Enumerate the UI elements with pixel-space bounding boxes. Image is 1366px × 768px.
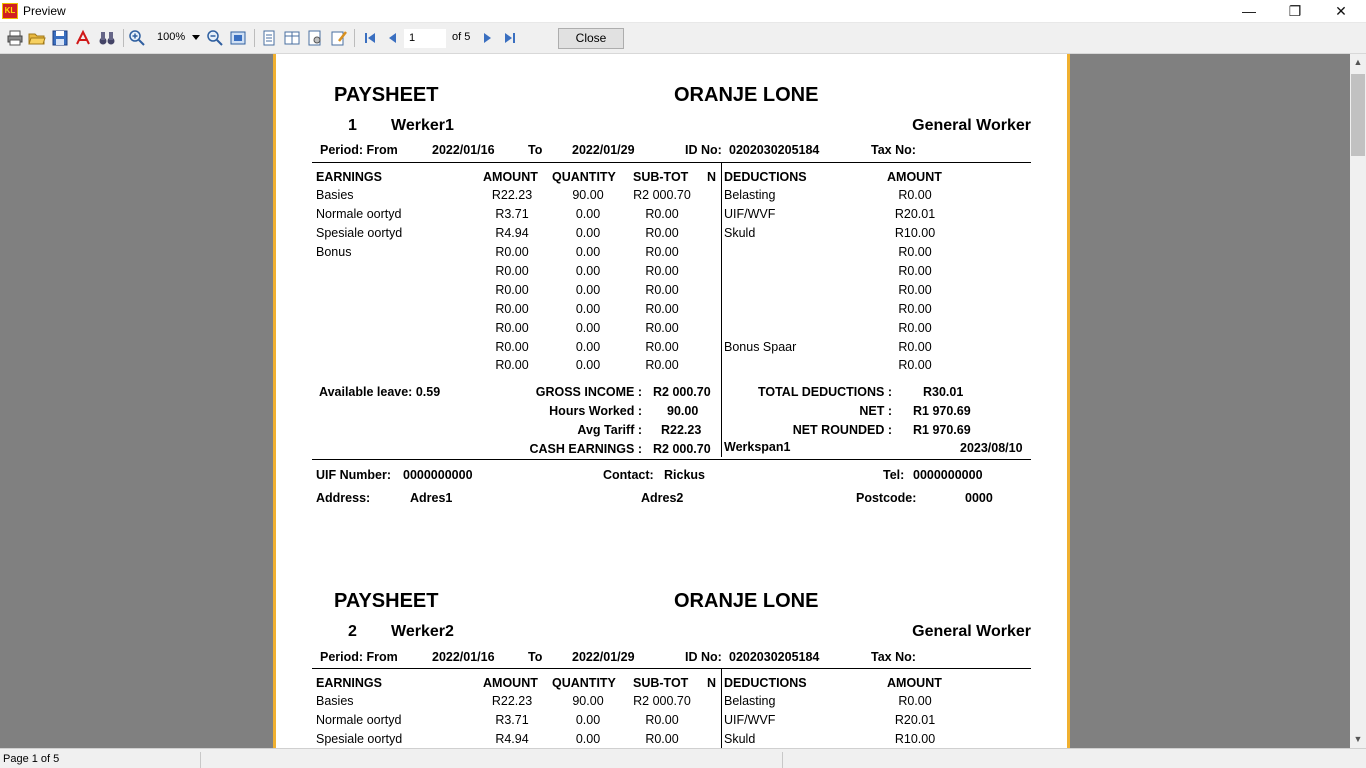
contact-name: Rickus [664, 468, 705, 482]
earning-subtotal: R0.00 [645, 713, 679, 727]
deduction-name: UIF/WVF [724, 713, 776, 727]
paysheet-title: PAYSHEET [334, 590, 439, 612]
zoom-select[interactable] [152, 29, 202, 48]
earning-amount: R0.00 [495, 302, 529, 316]
earnings-header: EARNINGS [316, 676, 382, 690]
zoom-value: 100% [157, 31, 186, 43]
deduction-amount: R0.00 [898, 340, 932, 354]
subtot-header: SUB-TOT [633, 676, 689, 690]
avg-tariff-label: Avg Tariff : [577, 423, 642, 437]
pdf-export-icon[interactable] [74, 29, 92, 47]
earning-amount: R0.00 [495, 321, 529, 335]
total-deductions: R30.01 [923, 385, 964, 399]
previous-page-icon[interactable] [384, 29, 402, 47]
to-label: To [528, 650, 543, 664]
minimize-button[interactable]: — [1242, 3, 1256, 19]
vertical-scrollbar[interactable] [1350, 54, 1366, 748]
quantity-header: QUANTITY [552, 676, 616, 690]
toolbar [0, 23, 1366, 54]
available-leave: Available leave: 0.59 [319, 385, 441, 399]
tax-label: Tax No: [871, 143, 916, 157]
worker-number: 1 [348, 117, 357, 134]
cash-earnings-label: CASH EARNINGS : [529, 442, 642, 456]
fit-page-icon[interactable] [229, 29, 247, 47]
earning-amount: R22.23 [491, 694, 533, 708]
address-label: Address: [316, 491, 371, 505]
earning-quantity: 0.00 [575, 245, 601, 259]
subtot-header: SUB-TOT [633, 170, 689, 184]
team-name: Werkspan1 [724, 440, 791, 454]
avg-tariff: R22.23 [661, 423, 702, 437]
postcode: 0000 [965, 491, 993, 505]
company-name: ORANJE LONE [674, 84, 819, 106]
status-divider [200, 752, 201, 768]
deduction-amount: R20.01 [894, 713, 936, 727]
deduction-amount: R0.00 [898, 283, 932, 297]
deduction-amount: R0.00 [898, 188, 932, 202]
deduction-name: Belasting [724, 694, 776, 708]
deduction-name: Belasting [724, 188, 776, 202]
gross-income-label: GROSS INCOME : [535, 385, 642, 399]
earning-subtotal: R0.00 [645, 226, 679, 240]
earning-quantity: 0.00 [575, 321, 601, 335]
deduction-amount-header: AMOUNT [887, 676, 942, 690]
tel-number: 0000000000 [913, 468, 983, 482]
deduction-amount: R0.00 [898, 264, 932, 278]
gross-income: R2 000.70 [653, 385, 711, 399]
contact-label: Contact: [603, 468, 654, 482]
earning-name: Bonus [316, 245, 352, 259]
single-page-icon[interactable] [260, 29, 278, 47]
column-divider [721, 669, 722, 748]
edit-page-icon[interactable] [330, 29, 348, 47]
deductions-header: DEDUCTIONS [724, 170, 807, 184]
chevron-down-icon [192, 35, 200, 40]
deduction-name: UIF/WVF [724, 207, 776, 221]
uif-number: 0000000000 [403, 468, 473, 482]
earning-amount: R0.00 [495, 358, 529, 372]
page-setup-icon[interactable] [306, 29, 324, 47]
net-rounded: R1 970.69 [913, 423, 971, 437]
column-divider [721, 163, 722, 457]
deduction-amount: R0.00 [898, 694, 932, 708]
earning-subtotal: R0.00 [645, 283, 679, 297]
deduction-name: Skuld [724, 732, 756, 746]
scroll-up-icon[interactable]: ▲ [1353, 57, 1363, 67]
worker-name: Werker1 [391, 117, 454, 134]
earning-amount: R4.94 [495, 732, 529, 746]
job-title: General Worker [912, 623, 1031, 640]
period-from: 2022/01/16 [432, 650, 495, 664]
multi-page-icon[interactable] [283, 29, 301, 47]
close-window-button[interactable]: ✕ [1335, 3, 1347, 19]
period-to: 2022/01/29 [572, 143, 635, 157]
toolbar-separator [354, 29, 355, 47]
id-label: ID No: [685, 650, 722, 664]
earning-subtotal: R0.00 [645, 264, 679, 278]
earning-amount: R0.00 [495, 283, 529, 297]
id-label: ID No: [685, 143, 722, 157]
earning-subtotal: R0.00 [645, 245, 679, 259]
earning-name: Spesiale oortyd [316, 226, 403, 240]
earning-quantity: 0.00 [575, 302, 601, 316]
hours-worked-label: Hours Worked : [549, 404, 642, 418]
earning-amount: R0.00 [495, 245, 529, 259]
job-title: General Worker [912, 117, 1031, 134]
deductions-header: DEDUCTIONS [724, 676, 807, 690]
print-icon[interactable] [6, 29, 24, 47]
quantity-header: QUANTITY [552, 170, 616, 184]
zoom-in-icon[interactable] [128, 29, 146, 47]
earning-name: Spesiale oortyd [316, 732, 403, 746]
divider [312, 459, 1031, 460]
address-line-2: Adres2 [641, 491, 684, 505]
earning-quantity: 0.00 [575, 358, 601, 372]
earning-subtotal: R0.00 [645, 207, 679, 221]
print-date: 2023/08/10 [960, 441, 1023, 455]
worker-name: Werker2 [391, 623, 454, 640]
worker-number: 2 [348, 623, 357, 640]
id-number: 0202030205184 [729, 650, 820, 664]
page-status: Page 1 of 5 [3, 753, 60, 765]
deduction-amount: R0.00 [898, 321, 932, 335]
earning-subtotal: R2 000.70 [633, 694, 691, 708]
open-folder-icon[interactable] [28, 29, 46, 47]
earning-amount: R3.71 [495, 207, 529, 221]
net-amount: R1 970.69 [913, 404, 971, 418]
deduction-amount: R10.00 [894, 732, 936, 746]
save-icon[interactable] [51, 29, 69, 47]
first-page-icon[interactable] [361, 29, 379, 47]
deduction-amount: R0.00 [898, 245, 932, 259]
title-bar [0, 0, 1366, 23]
toolbar-separator [254, 29, 255, 47]
earning-quantity: 0.00 [575, 226, 601, 240]
amount-header: AMOUNT [483, 170, 538, 184]
uif-label: UIF Number: [316, 468, 391, 482]
amount-header: AMOUNT [483, 676, 538, 690]
find-binoculars-icon[interactable] [98, 29, 116, 47]
address-line-1: Adres1 [410, 491, 453, 505]
page-number-input[interactable]: 1 [404, 29, 446, 48]
earning-quantity: 0.00 [575, 264, 601, 278]
preview-viewport[interactable] [0, 54, 1350, 748]
earning-amount: R0.00 [495, 264, 529, 278]
id-number: 0202030205184 [729, 143, 820, 157]
app-icon: KL [2, 3, 18, 19]
earning-quantity: 0.00 [575, 340, 601, 354]
n-header: N [707, 170, 717, 184]
earning-subtotal: R2 000.70 [633, 188, 691, 202]
earning-quantity: 0.00 [575, 732, 601, 746]
zoom-out-icon[interactable] [206, 29, 224, 47]
earning-quantity: 90.00 [572, 694, 604, 708]
net-label: NET : [859, 404, 892, 418]
n-header: N [707, 676, 717, 690]
net-rounded-label: NET ROUNDED : [792, 423, 892, 437]
earning-name: Normale oortyd [316, 713, 402, 727]
earning-subtotal: R0.00 [645, 732, 679, 746]
earning-quantity: 90.00 [572, 188, 604, 202]
earning-quantity: 0.00 [575, 713, 601, 727]
earnings-header: EARNINGS [316, 170, 382, 184]
next-page-icon[interactable] [478, 29, 496, 47]
toolbar-separator [123, 29, 124, 47]
hours-worked: 90.00 [667, 404, 699, 418]
deduction-amount: R20.01 [894, 207, 936, 221]
earning-name: Normale oortyd [316, 207, 402, 221]
earning-subtotal: R0.00 [645, 321, 679, 335]
to-label: To [528, 143, 543, 157]
scrollbar-thumb[interactable] [1351, 74, 1365, 156]
deduction-amount: R0.00 [898, 302, 932, 316]
earning-amount: R22.23 [491, 188, 533, 202]
report-page [273, 54, 1070, 748]
period-label: Period: From [320, 143, 398, 157]
earning-amount: R3.71 [495, 713, 529, 727]
restore-button[interactable]: ❐ [1288, 3, 1302, 19]
period-label: Period: From [320, 650, 398, 664]
tax-label: Tax No: [871, 650, 916, 664]
earning-amount: R0.00 [495, 340, 529, 354]
earning-name: Basies [316, 188, 354, 202]
window-title: Preview [23, 4, 66, 18]
earning-quantity: 0.00 [575, 207, 601, 221]
status-divider [782, 752, 783, 768]
earning-subtotal: R0.00 [645, 358, 679, 372]
divider [312, 162, 1031, 163]
tel-label: Tel: [883, 468, 905, 482]
status-bar [0, 748, 1366, 768]
period-from: 2022/01/16 [432, 143, 495, 157]
page-count: of 5 [452, 31, 471, 43]
total-deductions-label: TOTAL DEDUCTIONS : [757, 385, 892, 399]
earning-amount: R4.94 [495, 226, 529, 240]
earning-subtotal: R0.00 [645, 340, 679, 354]
last-page-icon[interactable] [501, 29, 519, 47]
period-to: 2022/01/29 [572, 650, 635, 664]
earning-quantity: 0.00 [575, 283, 601, 297]
scroll-down-icon[interactable]: ▼ [1353, 734, 1363, 744]
deduction-name: Skuld [724, 226, 756, 240]
close-button[interactable]: Close [558, 28, 624, 49]
earning-subtotal: R0.00 [645, 302, 679, 316]
deduction-name: Bonus Spaar [724, 340, 797, 354]
divider [312, 668, 1031, 669]
company-name: ORANJE LONE [674, 590, 819, 612]
postcode-label: Postcode: [856, 491, 917, 505]
paysheet-title: PAYSHEET [334, 84, 439, 106]
earning-name: Basies [316, 694, 354, 708]
deduction-amount-header: AMOUNT [887, 170, 942, 184]
deduction-amount: R10.00 [894, 226, 936, 240]
cash-earnings: R2 000.70 [653, 442, 711, 456]
deduction-amount: R0.00 [898, 358, 932, 372]
